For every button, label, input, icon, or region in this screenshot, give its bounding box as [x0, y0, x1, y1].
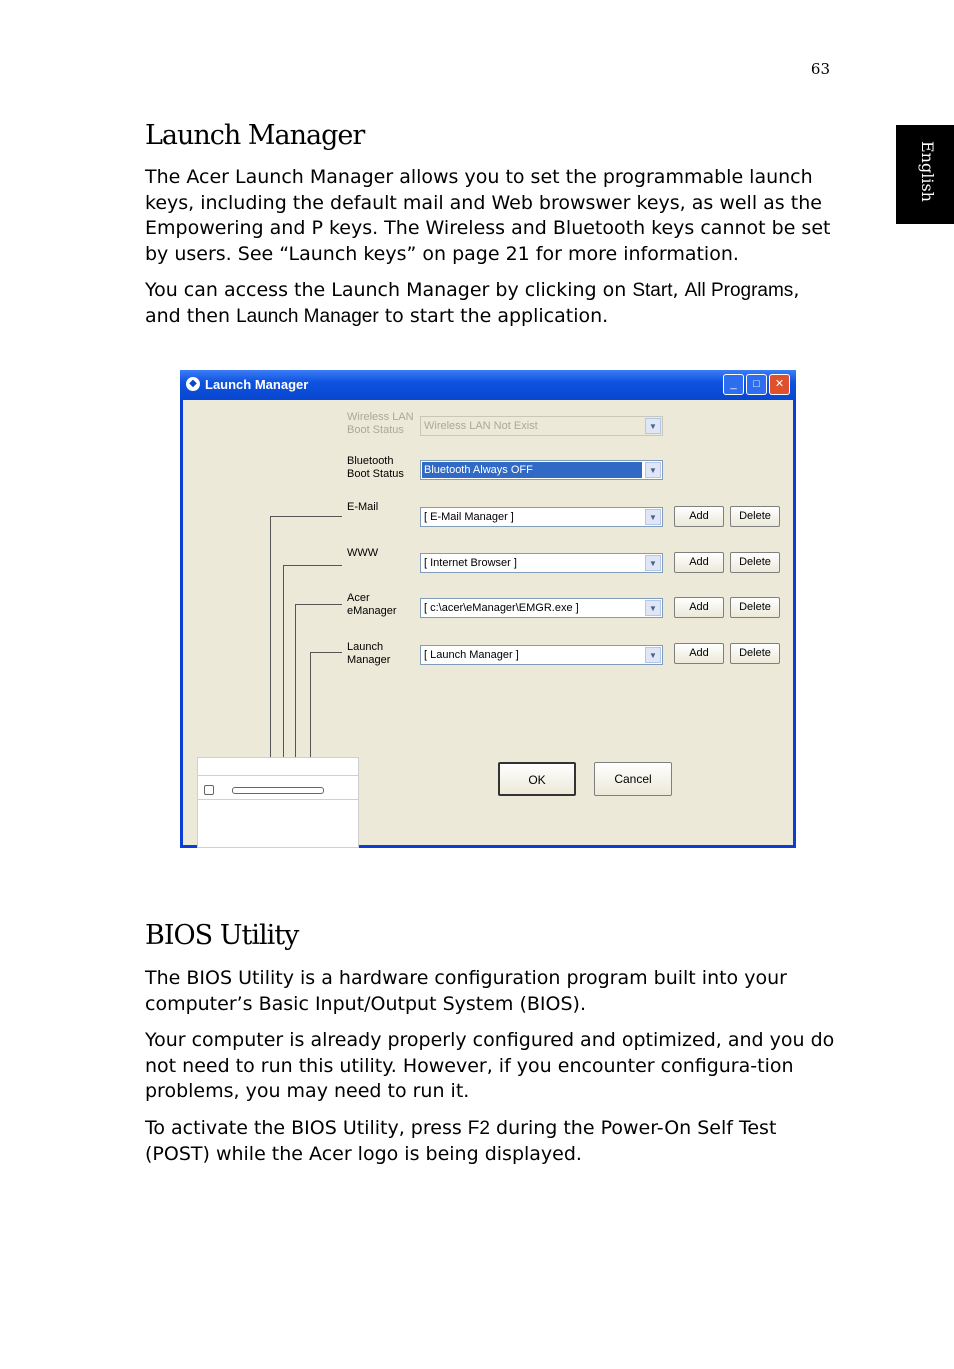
maximize-icon[interactable]: □ [746, 374, 767, 395]
chevron-down-icon[interactable]: ▼ [645, 647, 661, 663]
www-delete-button[interactable]: Delete [730, 552, 780, 573]
ui-term-start: Start [632, 280, 673, 301]
window-title: Launch Manager [205, 377, 309, 392]
connector-line [270, 516, 271, 760]
launch-manager-select[interactable]: [ Launch Manager ] ▼ [420, 645, 663, 665]
connector-line [310, 652, 311, 760]
email-add-button[interactable]: Add [674, 506, 724, 527]
app-icon: ◆ [186, 377, 200, 391]
launch-manager-key-label: Launch Manager [347, 641, 391, 666]
emanager-select[interactable]: [ c:\acer\eManager\EMGR.exe ] ▼ [420, 598, 663, 618]
launch-manager-intro: The Acer Launch Manager allows you to set the programmable launch keys, including the default mail and Web browswer keys, as well as the Empowering and P keys. The Wireless and Bluetooth keys cannot be set by users. See “Launch keys” on page 21 for more information. [145, 166, 831, 265]
email-select[interactable]: [ E-Mail Manager ] ▼ [420, 507, 663, 527]
dialog-client-area [183, 400, 793, 845]
minimize-icon[interactable]: _ [723, 374, 744, 395]
connector-line [283, 565, 342, 566]
chevron-down-icon[interactable]: ▼ [645, 462, 661, 478]
launch-keys-icon [232, 787, 324, 794]
section-heading-bios-utility: BIOS Utility [145, 920, 299, 951]
launch-manager-add-button[interactable]: Add [674, 643, 724, 664]
ui-term-all-programs: All Programs [684, 280, 794, 301]
language-tab-label: English [918, 141, 937, 202]
www-select[interactable]: [ Internet Browser ] ▼ [420, 553, 663, 573]
window-titlebar[interactable] [180, 370, 796, 400]
ui-term-launch-manager: Launch Manager [236, 305, 379, 327]
connector-line [283, 565, 284, 760]
launch-manager-delete-button[interactable]: Delete [730, 643, 780, 664]
bios-activate: To activate the BIOS Utility, press F2 during the Power-On Self Test (POST) while the Acer logo is being displayed. [145, 1117, 777, 1165]
ok-button[interactable]: OK [498, 762, 576, 796]
ui-term-f2: F2 [467, 1118, 490, 1139]
chevron-down-icon[interactable]: ▼ [645, 509, 661, 525]
connector-line [310, 652, 342, 653]
email-delete-button[interactable]: Delete [730, 506, 780, 527]
launch-manager-window [180, 370, 796, 848]
wireless-lan-select: Wireless LAN Not Exist ▼ [420, 416, 663, 436]
connector-line [295, 604, 296, 760]
language-tab [896, 125, 954, 224]
section-heading-launch-manager: Launch Manager [145, 120, 365, 151]
chevron-down-icon: ▼ [645, 418, 661, 434]
bios-configured: Your computer is already properly configured and optimized, and you do not need to run this utility. However, if you encounter configura-tion problems, you may need to run it. [145, 1029, 835, 1102]
connector-line [295, 604, 342, 605]
bluetooth-label: Bluetooth Boot Status [347, 455, 404, 480]
chevron-down-icon[interactable]: ▼ [645, 600, 661, 616]
emanager-delete-button[interactable]: Delete [730, 597, 780, 618]
wireless-lan-label: Wireless LAN Boot Status [347, 411, 414, 436]
emanager-label: Acer eManager [347, 592, 397, 617]
email-label: E-Mail [347, 501, 379, 513]
close-icon[interactable]: ✕ [769, 374, 790, 395]
bluetooth-select[interactable]: Bluetooth Always OFF ▼ [420, 460, 663, 480]
www-add-button[interactable]: Add [674, 552, 724, 573]
power-button-icon [204, 785, 214, 795]
launch-manager-access: You can access the Launch Manager by clicking on Start, All Programs, and then Launch Manager to start the application. [145, 279, 800, 327]
bios-intro: The BIOS Utility is a hardware configuration program built into your computer’s Basic Input/Output System (BIOS). [145, 967, 787, 1015]
cancel-button[interactable]: Cancel [594, 762, 672, 796]
keyboard-illustration [197, 757, 359, 848]
connector-line [270, 516, 342, 517]
www-label: WWW [347, 547, 379, 559]
emanager-add-button[interactable]: Add [674, 597, 724, 618]
chevron-down-icon[interactable]: ▼ [645, 555, 661, 571]
page-number: 63 [810, 60, 830, 78]
